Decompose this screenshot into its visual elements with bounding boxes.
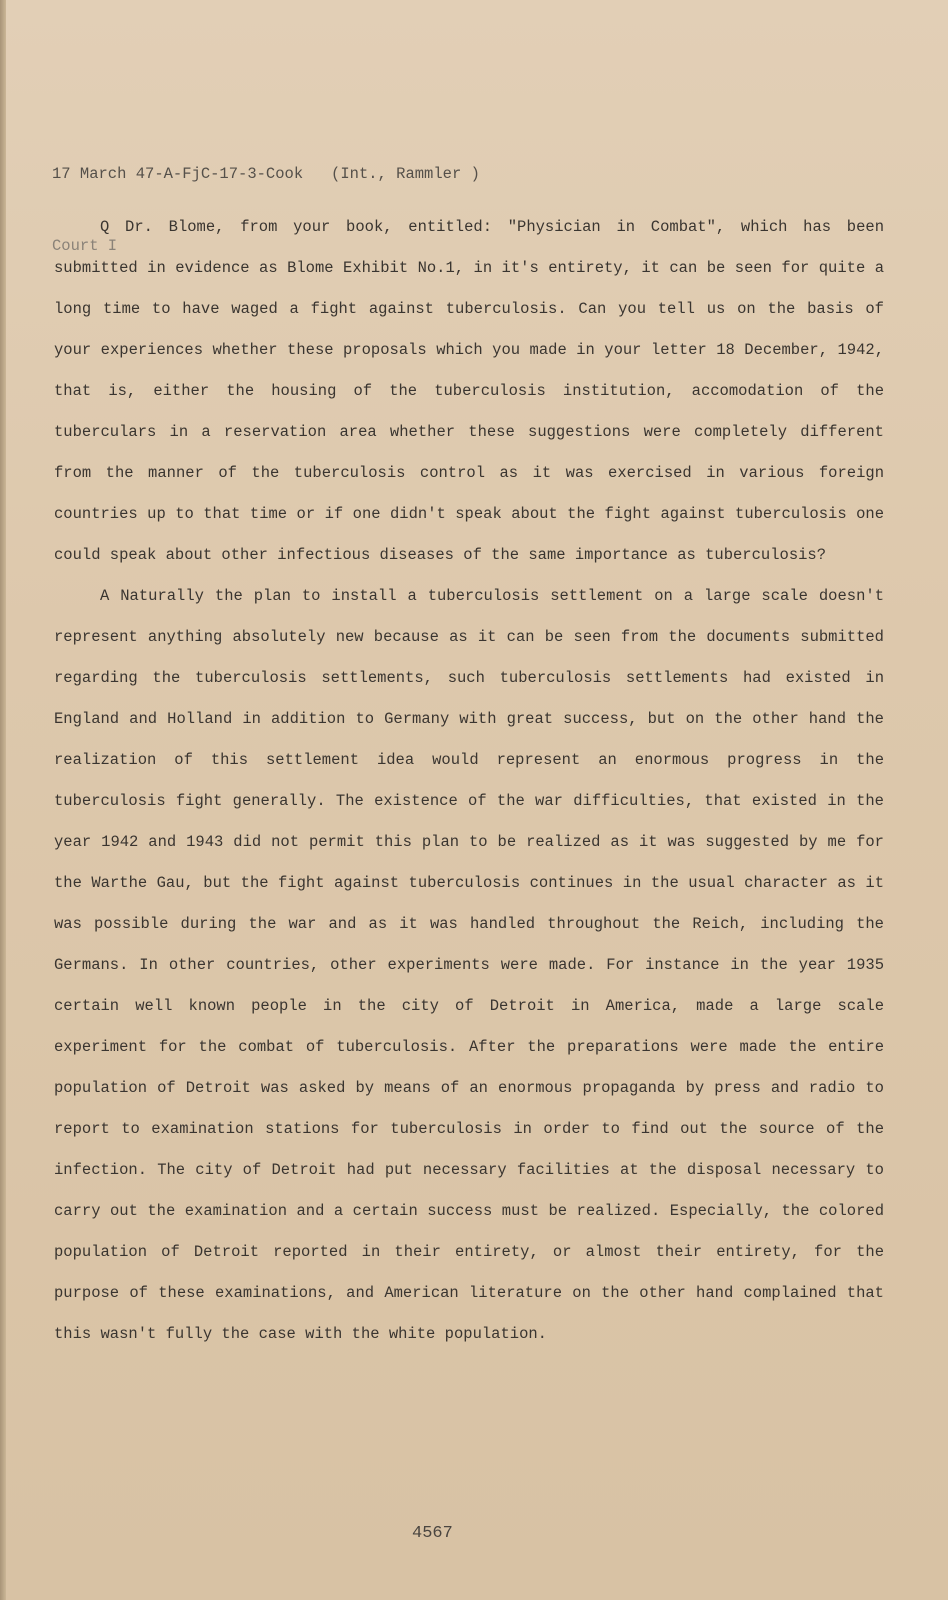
page-number: 4567 — [412, 1524, 453, 1543]
question-paragraph: Q Dr. Blome, from your book, entitled: "Physician in Combat", which has been submitted in evidence as Blome Exhibit No.1, in it's entirety, it can be seen for quite a long time to have waged a fight against tuberculosis. Can you tell us on the basis of your experiences whether these proposals which you made in your letter 18 December, 1942, that is, either the housing of the tuberculosis institution, accomodation of the tuberculars in a reservation area whether these suggestions were completely different from the manner of the tuberculosis control as it was exercised in various foreign countries up to that time or if one didn't speak about the fight against tuberculosis one could speak about other infectious diseases of the same importance as tuberculosis? — [54, 218, 884, 564]
binding-edge — [0, 0, 6, 1600]
transcript-body — [54, 207, 884, 1355]
answer-paragraph: A Naturally the plan to install a tuberculosis settlement on a large scale doesn't represent anything absolutely new because as it can be seen from the documents submitted regarding the tuberculosis settlements, such tuberculosis settlements had existed in England and Holland in addition to Germany with great success, but on the other hand the realization of this settlement idea would represent an enormous progress in the tuberculosis fight generally. The existence of the war difficulties, that existed in the year 1942 and 1943 did not permit this plan to be realized as it was suggested by me for the Warthe Gau, but the fight against tuberculosis continues in the usual character as it was possible during the war and as it was handled throughout the Reich, including the Germans. In other countries, other experiments were made. For instance in the year 1935 certain well known people in the city of Detroit in America, made a large scale experiment for the combat of tuberculosis. After the preparations were made the entire population of Detroit was asked by means of an enormous propaganda by press and radio to report to examination stations for tuberculosis in order to find out the source of the infection. The city of Detroit had put necessary facilities at the disposal necessary to carry out the examination and a certain success must be realized. Especially, the colored population of Detroit reported in their entirety, or almost their entirety, for the purpose of these examinations, and American literature on the other hand complained that this wasn't fully the case with the white population. — [54, 587, 884, 1343]
header-court-line: Court I — [52, 237, 118, 255]
header-reference-line: 17 March 47-A-FjC-17-3-Cook (Int., Rammler ) — [52, 165, 480, 183]
